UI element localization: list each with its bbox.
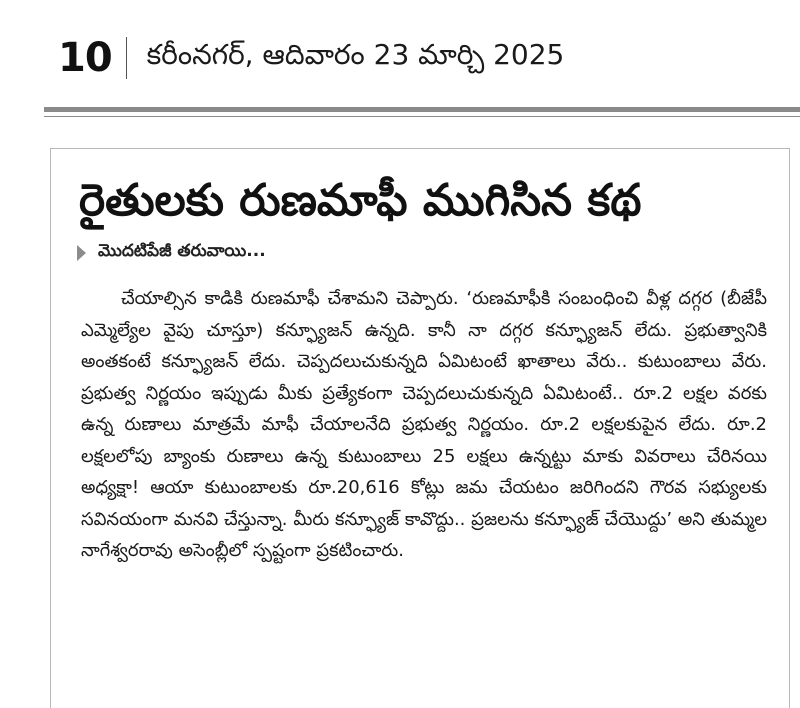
page-header — [58, 30, 564, 86]
page-number: 10 — [58, 35, 112, 81]
article-paragraph: చేయాల్సిన కాడికి రుణమాఫీ చేశామని చెప్పారు. ‘రుణమాఫీకి సంబంధించి వీళ్ల దగ్గర (బీజేపీ ఎమ్మెల్యేల వైపు చూస్తూ) కన్ఫ్యూజన్ ఉన్నది. కానీ నా దగ్గర కన్ఫ్యూజన్ లేదు. ప్రభుత్వానికి అంతకంటే కన్ఫ్యూజన్ లేదు. చెప్పదలుచుకున్నది ఏమిటంటే ఖాతాలు వేరు.. కుటుంబాలు వేరు. ప్రభుత్వ నిర్ణయం ఇప్పుడు మీకు ప్రత్యేకంగా చెప్పదలుచుకున్నది ఏమిటంటే.. రూ.2 లక్షల వరకు ఉన్న రుణాలు మాత్రమే మాఫీ చేయాలనేది ప్రభుత్వ నిర్ణయం. రూ.2 లక్షలకుపైన లేదు. రూ.2 లక్షలలోపు బ్యాంకు రుణాలు ఉన్న కుటుంబాలు 25 లక్షలు ఉన్నట్టు మాకు వివరాలు చేరినయి అధ్యక్షా! ఆయా కుటుంబాలకు రూ.20,616 కోట్లు జమ చేయటం జరిగిందని గౌరవ సభ్యులకు సవినయంగా మనవి చేస్తున్నా. మీరు కన్ఫ్యూజ్ కావొద్దు.. ప్రజలను కన్ఫ్యూజ్ చేయొద్దు’ అని తుమ్మల నాగేశ్వరరావు అసెంబ్లీలో స్పష్టంగా ప్రకటించారు. — [81, 288, 767, 561]
article-box — [50, 148, 790, 708]
article-headline: రైతులకు రుణమాఫీ ముగిసిన కథ — [79, 175, 642, 226]
header-rule-thick — [44, 107, 800, 112]
header-divider — [126, 37, 127, 79]
continued-from-front-page — [77, 241, 266, 265]
header-rule-thin — [44, 116, 800, 117]
article-body — [81, 283, 767, 567]
dateline: కరీంనగర్, ఆదివారం 23 మార్చి 2025 — [146, 38, 565, 71]
chevron-right-icon — [77, 245, 86, 261]
continued-label: మొదటిపేజీ తరువాయి... — [98, 241, 266, 261]
